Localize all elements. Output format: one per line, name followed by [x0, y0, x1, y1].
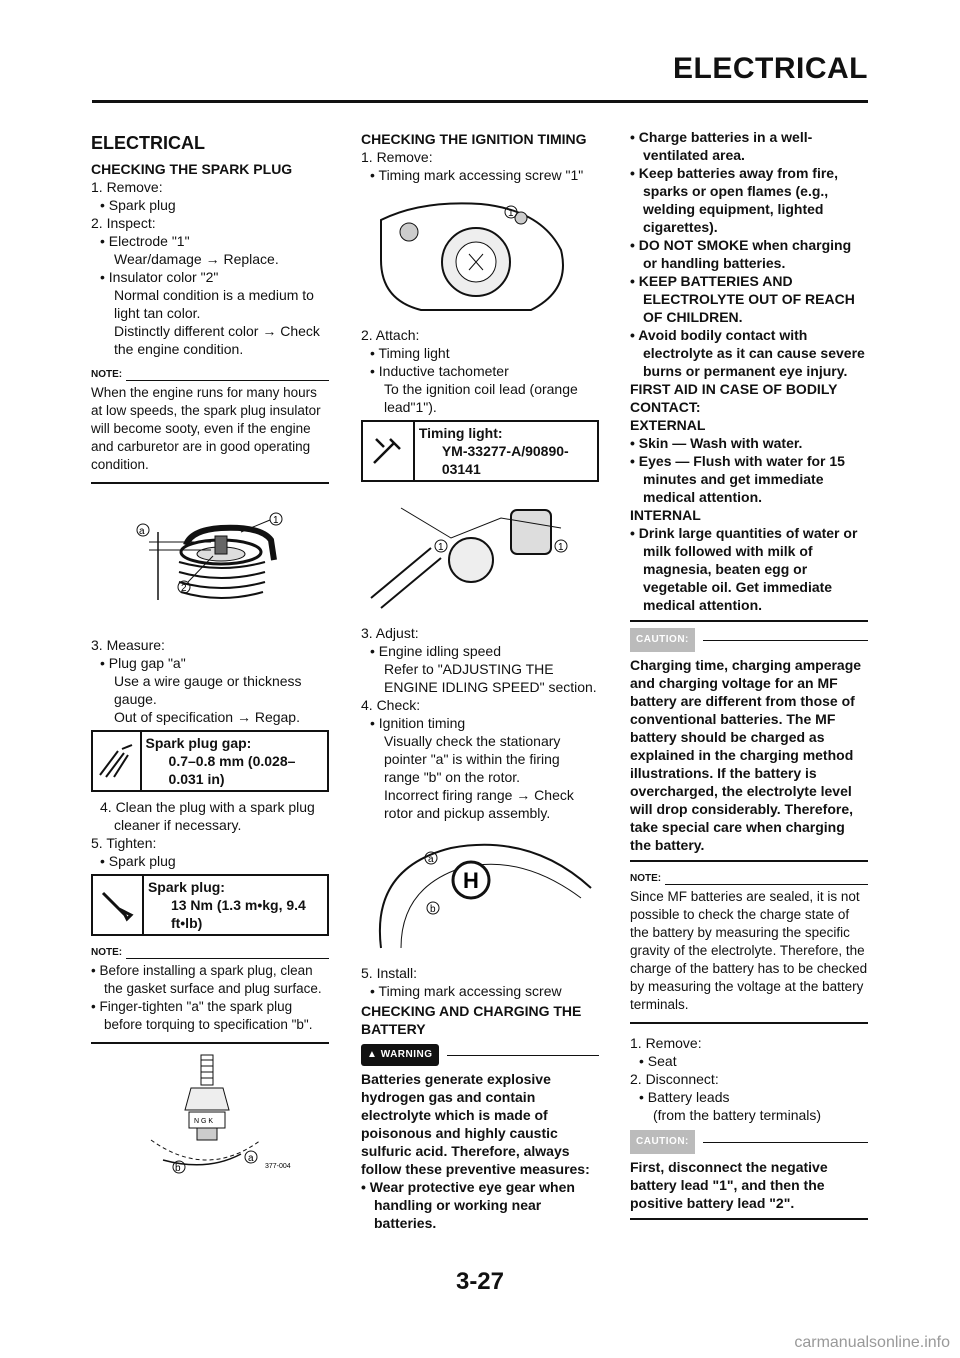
step-text: 5. Tighten: [91, 835, 157, 851]
step-text: 1. Remove: [630, 1035, 702, 1051]
caution-text: First, disconnect the negative battery lead "1", and then the positive battery lead "2". [630, 1159, 828, 1211]
torque-wrench-icon [93, 876, 144, 934]
warning-bullet: • Avoid bodily contact with electrolyte as it can cause severe burns or permanent eye injury. [630, 327, 865, 379]
column-1 [91, 128, 329, 1186]
step-text: • Spark plug [100, 197, 176, 213]
timing-cover-figure [361, 190, 599, 320]
step-text: Incorrect firing range → Check rotor and pickup assembly. [384, 787, 574, 821]
spec-title: Spark plug: [147, 879, 225, 895]
watermark: carmanualsonline.info [794, 1334, 950, 1351]
first-aid-bullet: • Drink large quantities of water or milk followed with milk of magnesia, beaten egg or vegetable oil. Get immediate medical attention. [630, 525, 858, 613]
spec-box-timing-light [361, 420, 599, 482]
warning-triangle-icon: ▲ [367, 1049, 381, 1060]
spec-box-torque [91, 874, 329, 936]
warning-text: Batteries generate explosive hydrogen gas and contain electrolyte which is made of poisonous and highly caustic sulfuric acid. Therefore, always follow these preventive measures: [361, 1071, 590, 1177]
step-text: 1. Remove: [361, 149, 433, 165]
svg-text:b: b [175, 1163, 181, 1174]
step-text: • Engine idling speed [370, 643, 501, 659]
spec-value: 0.7–0.8 mm (0.028–0.031 in) [168, 753, 296, 787]
first-aid-bullet: • Eyes — Flush with water for 15 minutes and get immediate medical attention. [630, 453, 845, 505]
svg-text:1: 1 [438, 542, 444, 553]
step-text: 4. Check: [361, 697, 421, 713]
note-bullet: • Before installing a spark plug, clean the gasket surface and plug surface. [91, 963, 322, 996]
step-text: • Battery leads [639, 1089, 730, 1105]
step-text: Use a wire gauge or thickness gauge. [114, 673, 302, 707]
svg-text:a: a [139, 526, 145, 537]
warning-bullet: • KEEP BATTERIES AND ELECTROLYTE OUT OF REACH OF CHILDREN. [630, 273, 855, 325]
svg-text:1: 1 [558, 542, 564, 553]
spark-plug-heading: CHECKING THE SPARK PLUG [91, 161, 293, 177]
rotor-mark-figure [361, 828, 599, 958]
section-title: ELECTRICAL [91, 133, 205, 153]
step-text: 1. Remove: [91, 179, 163, 195]
step-text: • Timing mark accessing screw "1" [370, 167, 584, 183]
note-header [630, 870, 868, 888]
caution-badge: CAUTION: [630, 1130, 695, 1154]
step-text: 2. Disconnect: [630, 1071, 719, 1087]
warning-bullet: • DO NOT SMOKE when charging or handling batteries. [630, 237, 852, 271]
spec-value: 13 Nm (1.3 m•kg, 9.4 ft•lb) [170, 897, 306, 931]
first-aid-bullet: • Skin — Wash with water. [630, 435, 803, 451]
note-header [91, 944, 329, 962]
header-rule [92, 100, 868, 103]
svg-text:N G K: N G K [194, 1118, 214, 1125]
note-text: Since MF batteries are sealed, it is not possible to check the charge state of the battery by measuring the specific gravity of the electrolyte. Therefore, the charge of the battery has to be checked by measuring the voltage at the battery terminals. [630, 888, 868, 1024]
svg-text:1: 1 [273, 515, 279, 526]
step-text: Distinctly different color → Check the engine condition. [114, 323, 320, 357]
step-text: 4. Clean the plug with a spark plug cleaner if necessary. [100, 799, 315, 833]
svg-text:a: a [428, 854, 434, 865]
step-text: • Timing mark accessing screw [370, 983, 562, 999]
step-text: • Timing light [370, 345, 450, 361]
ignition-timing-heading: CHECKING THE IGNITION TIMING [361, 131, 587, 147]
svg-text:2: 2 [181, 583, 187, 594]
column-2 [361, 128, 599, 1232]
page-title: ELECTRICAL [673, 52, 868, 85]
first-aid-heading: FIRST AID IN CASE OF BODILY CONTACT: [630, 381, 838, 415]
caution-header [630, 1130, 868, 1154]
svg-text:1: 1 [508, 208, 514, 219]
step-text: Wear/damage → Replace. [114, 251, 279, 267]
spec-box-gap [91, 730, 329, 792]
note-header [91, 366, 329, 384]
step-text: • Ignition timing [370, 715, 466, 731]
caution-badge: CAUTION: [630, 628, 695, 652]
external-heading: EXTERNAL [630, 417, 706, 433]
special-tool-icon [363, 422, 415, 480]
note-label: NOTE: [91, 369, 123, 380]
step-text: • Insulator color "2" [100, 269, 219, 285]
step-text: 2. Inspect: [91, 215, 156, 231]
svg-text:b: b [430, 904, 436, 915]
caution-header [630, 628, 868, 652]
column-3 [630, 128, 868, 1226]
feeler-gauge-icon [93, 732, 142, 790]
step-text: • Plug gap "a" [100, 655, 186, 671]
step-text: 5. Install: [361, 965, 418, 981]
step-text: 2. Attach: [361, 327, 420, 343]
note-bullet: • Finger-tighten "a" the spark plug before torquing to specification "b". [91, 999, 313, 1032]
step-text: 3. Adjust: [361, 625, 419, 641]
note-text: When the engine runs for many hours at low speeds, the spark plug insulator will become sooty, even if the engine and carburetor are in good operating condition. [91, 384, 329, 484]
note-label: NOTE: [630, 873, 662, 884]
step-text: • Spark plug [100, 853, 176, 869]
step-text: Refer to "ADJUSTING THE ENGINE IDLING SPEED" section. [384, 661, 597, 695]
warning-badge: ▲ WARNING [361, 1044, 439, 1066]
step-text: • Seat [639, 1053, 677, 1069]
step-text: • Electrode "1" [100, 233, 190, 249]
spark-plug-electrode-figure [91, 490, 329, 630]
battery-heading: CHECKING AND CHARGING THE BATTERY [361, 1003, 582, 1037]
internal-heading: INTERNAL [630, 507, 701, 523]
svg-text:a: a [248, 1153, 254, 1164]
step-text: • Inductive tachometer [370, 363, 509, 379]
warning-bullet: • Charge batteries in a well-ventilated area. [630, 129, 813, 163]
warning-header [361, 1044, 599, 1066]
warning-bullet: • Wear protective eye gear when handling or working near batteries. [361, 1179, 575, 1231]
spec-value: YM-33277-A/90890-03141 [441, 443, 569, 477]
step-text: Normal condition is a medium to light tan color. [114, 287, 314, 321]
note-label: NOTE: [91, 947, 123, 958]
spark-plug-torque-figure [91, 1050, 329, 1180]
step-text: 3. Measure: [91, 637, 165, 653]
step-text: (from the battery terminals) [653, 1107, 822, 1123]
warning-bullet: • Keep batteries away from fire, sparks or open flames (e.g., welding equipment, lighted cigarettes). [630, 165, 838, 235]
timing-light-figure [361, 488, 599, 618]
spec-title: Timing light: [418, 425, 503, 441]
svg-text:H: H [463, 868, 479, 893]
step-text: Out of specification → Regap. [114, 709, 300, 725]
step-text: Visually check the stationary pointer "a" is within the firing range "b" on the rotor. [384, 733, 561, 785]
figure-code: 377-004 [265, 1163, 291, 1170]
page-number: 3-27 [455, 1268, 505, 1295]
caution-text: Charging time, charging amperage and charging voltage for an MF battery are different from those of conventional batteries. The MF battery should be charged as explained in the charging method illustrations. If the battery is overcharged, the electrolyte level will drop considerably. Therefore, take special care when charging the battery. [630, 657, 862, 853]
step-text: To the ignition coil lead (orange lead"1"). [384, 381, 578, 415]
spec-title: Spark plug gap: [145, 735, 252, 751]
